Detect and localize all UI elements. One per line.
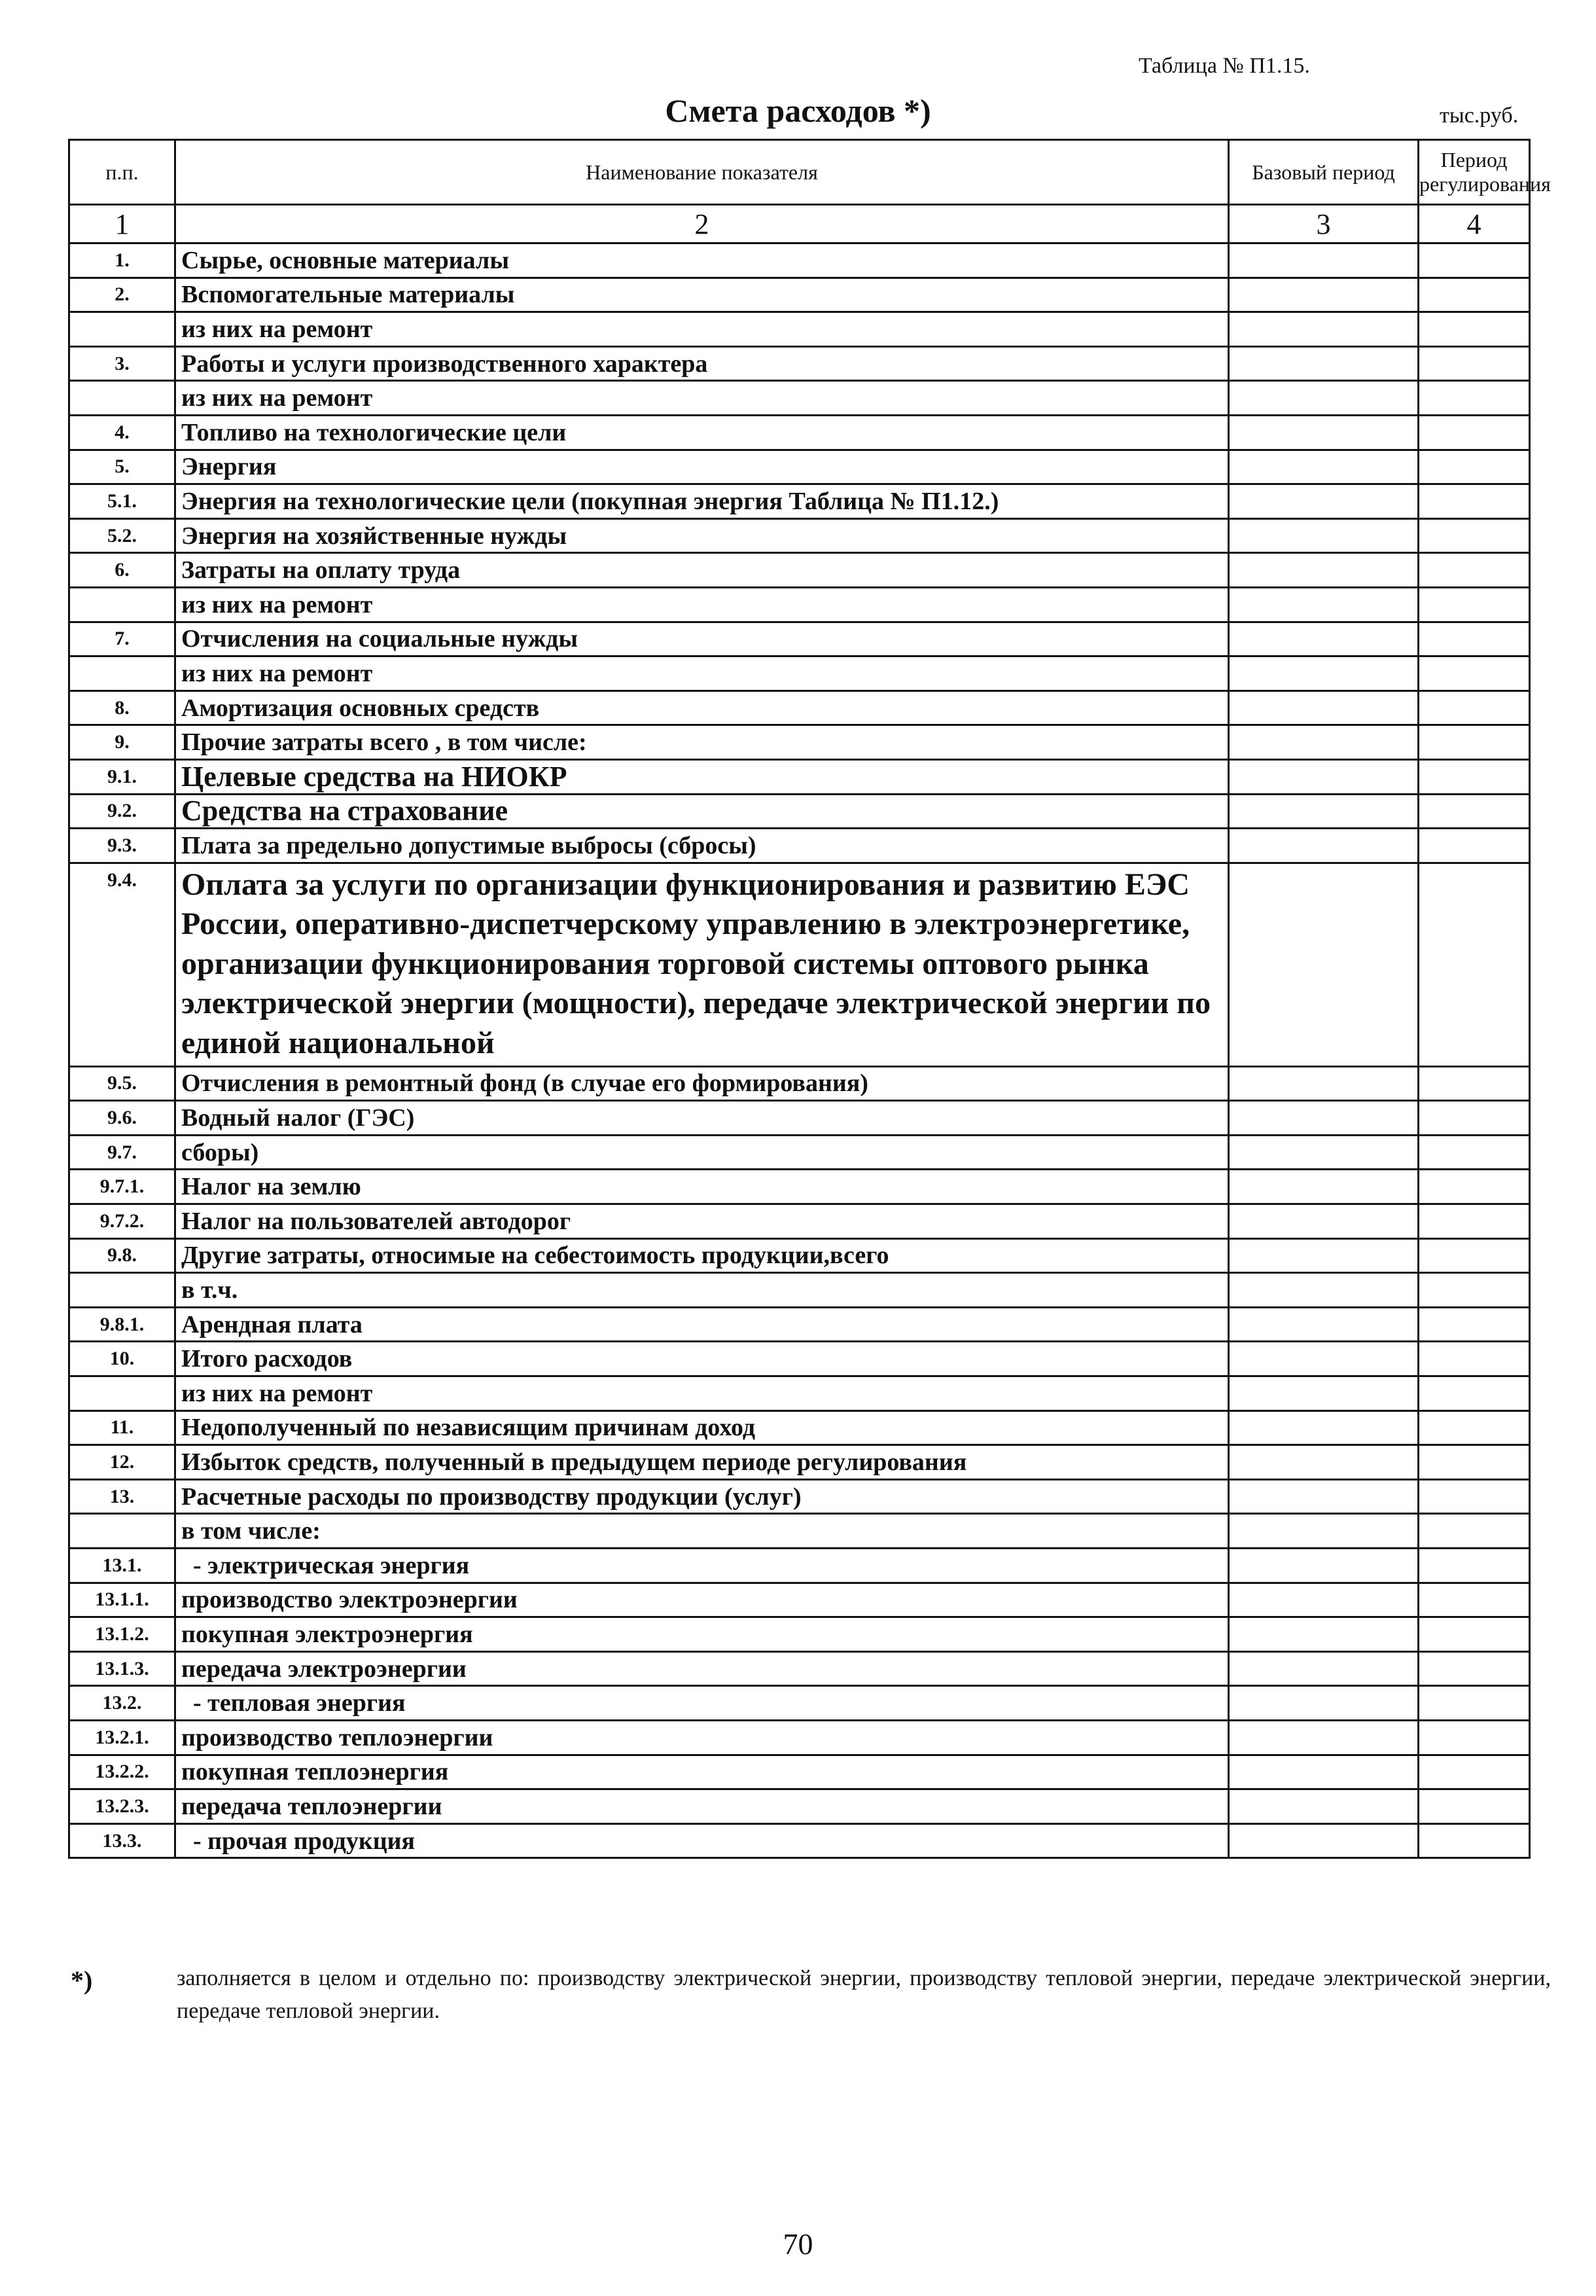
table-row [69,1583,1530,1617]
base-period-cell [1229,278,1419,312]
regulation-period-cell [1419,1823,1530,1858]
row-name: покупная электроэнергия [175,1617,1229,1652]
base-period-cell [1229,1549,1419,1583]
regulation-period-cell [1419,1170,1530,1204]
column-header-regulation-period: Период регулирования [1419,140,1530,205]
row-name: Целевые средства на НИОКР [175,759,1229,794]
regulation-period-cell [1419,415,1530,450]
table-row [69,1789,1530,1824]
table-row [69,1238,1530,1273]
table-number: Таблица № П1.15. [1139,54,1310,78]
base-period-cell [1229,1823,1419,1858]
regulation-period-cell [1419,450,1530,484]
row-number: 13.2.3. [69,1789,175,1824]
regulation-period-cell [1419,1514,1530,1549]
row-name: покупная теплоэнергия [175,1755,1229,1789]
regulation-period-cell [1419,1789,1530,1824]
row-number: 7. [69,622,175,656]
row-number: 9.8.1. [69,1307,175,1342]
base-period-cell [1229,1445,1419,1480]
regulation-period-cell [1419,1445,1530,1480]
row-number: 13.1.1. [69,1583,175,1617]
row-name: - тепловая энергия [175,1686,1229,1721]
row-name: - прочая продукция [175,1823,1229,1858]
row-name: Средства на страхование [175,794,1229,829]
table-row [69,829,1530,863]
row-number: 9.7. [69,1135,175,1170]
row-number [69,587,175,622]
regulation-period-cell [1419,1273,1530,1308]
regulation-period-cell [1419,1342,1530,1376]
row-name: Энергия на хозяйственные нужды [175,518,1229,553]
row-name: - электрическая энергия [175,1549,1229,1583]
regulation-period-cell [1419,1651,1530,1686]
row-number: 8. [69,691,175,725]
row-name: Водный налог (ГЭС) [175,1101,1229,1136]
regulation-period-cell [1419,1135,1530,1170]
row-name: Расчетные расходы по производству продукции (услуг) [175,1479,1229,1514]
regulation-period-cell [1419,863,1530,1066]
row-name: Недополученный по независящим причинам доход [175,1410,1229,1445]
table-row [69,450,1530,484]
row-number [69,312,175,347]
row-number: 9.6. [69,1101,175,1136]
row-name: Затраты на оплату труда [175,553,1229,588]
table-row [69,1549,1530,1583]
base-period-cell [1229,450,1419,484]
base-period-cell [1229,484,1419,519]
row-name: производство электроэнергии [175,1583,1229,1617]
regulation-period-cell [1419,1549,1530,1583]
row-number: 3. [69,346,175,381]
row-name: Налог на землю [175,1170,1229,1204]
unit-label: тыс.руб. [1440,103,1519,128]
column-number-row [69,205,1530,243]
regulation-period-cell [1419,1583,1530,1617]
base-period-cell [1229,725,1419,760]
column-number: 1 [69,205,175,243]
row-number: 9.7.2. [69,1204,175,1239]
regulation-period-cell [1419,794,1530,829]
row-number: 10. [69,1342,175,1376]
regulation-period-cell [1419,691,1530,725]
base-period-cell [1229,829,1419,863]
row-number: 9.8. [69,1238,175,1273]
row-number: 9.4. [69,863,175,1066]
regulation-period-cell [1419,622,1530,656]
row-name: из них на ремонт [175,1376,1229,1411]
base-period-cell [1229,346,1419,381]
page-number: 70 [783,2227,813,2261]
table-row [69,1514,1530,1549]
row-name: Налог на пользователей автодорог [175,1204,1229,1239]
row-number: 13.1.3. [69,1651,175,1686]
column-header-base-period: Базовый период [1229,140,1419,205]
row-number [69,381,175,416]
row-name: в том числе: [175,1514,1229,1549]
regulation-period-cell [1419,1686,1530,1721]
table-row [69,484,1530,519]
table-row [69,759,1530,794]
row-number: 13.2.2. [69,1755,175,1789]
row-number: 5.1. [69,484,175,519]
row-number: 9. [69,725,175,760]
row-name: Работы и услуги производственного характера [175,346,1229,381]
row-name: Энергия [175,450,1229,484]
base-period-cell [1229,1135,1419,1170]
table-row [69,587,1530,622]
base-period-cell [1229,1410,1419,1445]
page-title: Смета расходов *) [665,92,931,129]
row-number: 13. [69,1479,175,1514]
row-name: Прочие затраты всего , в том числе: [175,725,1229,760]
table-row [69,1479,1530,1514]
row-name: Отчисления на социальные нужды [175,622,1229,656]
base-period-cell [1229,1066,1419,1101]
regulation-period-cell [1419,759,1530,794]
table-row [69,725,1530,760]
regulation-period-cell [1419,829,1530,863]
base-period-cell [1229,518,1419,553]
row-number: 13.2. [69,1686,175,1721]
regulation-period-cell [1419,243,1530,278]
regulation-period-cell [1419,1376,1530,1411]
row-number: 13.1. [69,1549,175,1583]
regulation-period-cell [1419,381,1530,416]
row-number: 13.2.1. [69,1720,175,1755]
table-row [69,381,1530,416]
table-row [69,1755,1530,1789]
row-number [69,1514,175,1549]
column-number: 3 [1229,205,1419,243]
base-period-cell [1229,243,1419,278]
base-period-cell [1229,1273,1419,1308]
row-name: сборы) [175,1135,1229,1170]
base-period-cell [1229,1101,1419,1136]
row-number [69,656,175,691]
row-name: Оплата за услуги по организации функционирования и развитию ЕЭС России, оперативно-диспетчерскому управлению в электроэнергетике, организации функционирования торговой системы оптового рынка электрической энергии (мощности), передаче электрической энергии по единой национальной [175,863,1229,1066]
base-period-cell [1229,1204,1419,1239]
table-row [69,1410,1530,1445]
table-row [69,622,1530,656]
base-period-cell [1229,587,1419,622]
base-period-cell [1229,691,1419,725]
table-row [69,312,1530,347]
regulation-period-cell [1419,1307,1530,1342]
regulation-period-cell [1419,1755,1530,1789]
table-row [69,863,1530,1066]
table-row [69,691,1530,725]
row-name: Энергия на технологические цели (покупная энергия Таблица № П1.12.) [175,484,1229,519]
base-period-cell [1229,1720,1419,1755]
base-period-cell [1229,1617,1419,1652]
table-row [69,553,1530,588]
base-period-cell [1229,553,1419,588]
column-header-number: п.п. [69,140,175,205]
row-name: производство теплоэнергии [175,1720,1229,1755]
row-number: 5. [69,450,175,484]
table-row [69,1823,1530,1858]
base-period-cell [1229,656,1419,691]
table-row [69,346,1530,381]
base-period-cell [1229,1479,1419,1514]
base-period-cell [1229,1342,1419,1376]
table-row [69,1170,1530,1204]
table-row [69,1204,1530,1239]
row-number: 9.7.1. [69,1170,175,1204]
regulation-period-cell [1419,553,1530,588]
regulation-period-cell [1419,312,1530,347]
base-period-cell [1229,622,1419,656]
regulation-period-cell [1419,518,1530,553]
table-row [69,1066,1530,1101]
row-number: 5.2. [69,518,175,553]
base-period-cell [1229,1307,1419,1342]
row-number: 9.3. [69,829,175,863]
row-name: Другие затраты, относимые на себестоимость продукции,всего [175,1238,1229,1273]
base-period-cell [1229,1238,1419,1273]
base-period-cell [1229,759,1419,794]
row-name: из них на ремонт [175,656,1229,691]
base-period-cell [1229,1170,1419,1204]
base-period-cell [1229,1686,1419,1721]
table-row [69,1720,1530,1755]
row-name: Амортизация основных средств [175,691,1229,725]
table-row [69,1135,1530,1170]
base-period-cell [1229,1583,1419,1617]
footnote-text: заполняется в целом и отдельно по: производству электрической энергии, производству тепловой энергии, передаче электрической энергии, передаче тепловой энергии. [177,1966,1551,2024]
table-row [69,656,1530,691]
table-row [69,1376,1530,1411]
row-name: Сырье, основные материалы [175,243,1229,278]
base-period-cell [1229,312,1419,347]
row-number: 6. [69,553,175,588]
base-period-cell [1229,1376,1419,1411]
table-row [69,1101,1530,1136]
table-row [69,1342,1530,1376]
table-header-row [69,140,1530,205]
row-number [69,1376,175,1411]
row-number [69,1273,175,1308]
table-row [69,415,1530,450]
row-name: Итого расходов [175,1342,1229,1376]
table-row [69,1445,1530,1480]
row-number: 9.2. [69,794,175,829]
regulation-period-cell [1419,725,1530,760]
table-row [69,243,1530,278]
base-period-cell [1229,1789,1419,1824]
row-name: из них на ремонт [175,381,1229,416]
row-number: 4. [69,415,175,450]
row-name: Вспомогательные материалы [175,278,1229,312]
row-name: в т.ч. [175,1273,1229,1308]
row-number: 9.1. [69,759,175,794]
footnote-mark: *) [71,1965,93,1995]
base-period-cell [1229,1514,1419,1549]
row-number: 2. [69,278,175,312]
column-number: 4 [1419,205,1530,243]
regulation-period-cell [1419,656,1530,691]
expense-table [68,139,1551,1859]
regulation-period-cell [1419,1479,1530,1514]
table-row [69,1307,1530,1342]
row-name: передача электроэнергии [175,1651,1229,1686]
row-name: Топливо на технологические цели [175,415,1229,450]
table-row [69,1273,1530,1308]
base-period-cell [1229,1651,1419,1686]
row-name: Арендная плата [175,1307,1229,1342]
base-period-cell [1229,863,1419,1066]
row-name: Плата за предельно допустимые выбросы (сбросы) [175,829,1229,863]
row-name: передача теплоэнергии [175,1789,1229,1824]
row-name: из них на ремонт [175,587,1229,622]
regulation-period-cell [1419,1617,1530,1652]
base-period-cell [1229,415,1419,450]
regulation-period-cell [1419,484,1530,519]
row-name: из них на ремонт [175,312,1229,347]
base-period-cell [1229,794,1419,829]
row-number: 11. [69,1410,175,1445]
regulation-period-cell [1419,587,1530,622]
regulation-period-cell [1419,1410,1530,1445]
row-number: 13.1.2. [69,1617,175,1652]
regulation-period-cell [1419,1101,1530,1136]
table-row [69,1686,1530,1721]
regulation-period-cell [1419,1066,1530,1101]
column-header-name: Наименование показателя [175,140,1229,205]
table-row [69,794,1530,829]
table-row [69,1651,1530,1686]
table-row [69,1617,1530,1652]
row-number: 9.5. [69,1066,175,1101]
base-period-cell [1229,381,1419,416]
column-number: 2 [175,205,1229,243]
table-row [69,278,1530,312]
base-period-cell [1229,1755,1419,1789]
regulation-period-cell [1419,346,1530,381]
row-name: Избыток средств, полученный в предыдущем периоде регулирования [175,1445,1229,1480]
regulation-period-cell [1419,1238,1530,1273]
regulation-period-cell [1419,1204,1530,1239]
regulation-period-cell [1419,1720,1530,1755]
table-row [69,518,1530,553]
row-name: Отчисления в ремонтный фонд (в случае его формирования) [175,1066,1229,1101]
row-number: 1. [69,243,175,278]
row-number: 13.3. [69,1823,175,1858]
regulation-period-cell [1419,278,1530,312]
row-number: 12. [69,1445,175,1480]
